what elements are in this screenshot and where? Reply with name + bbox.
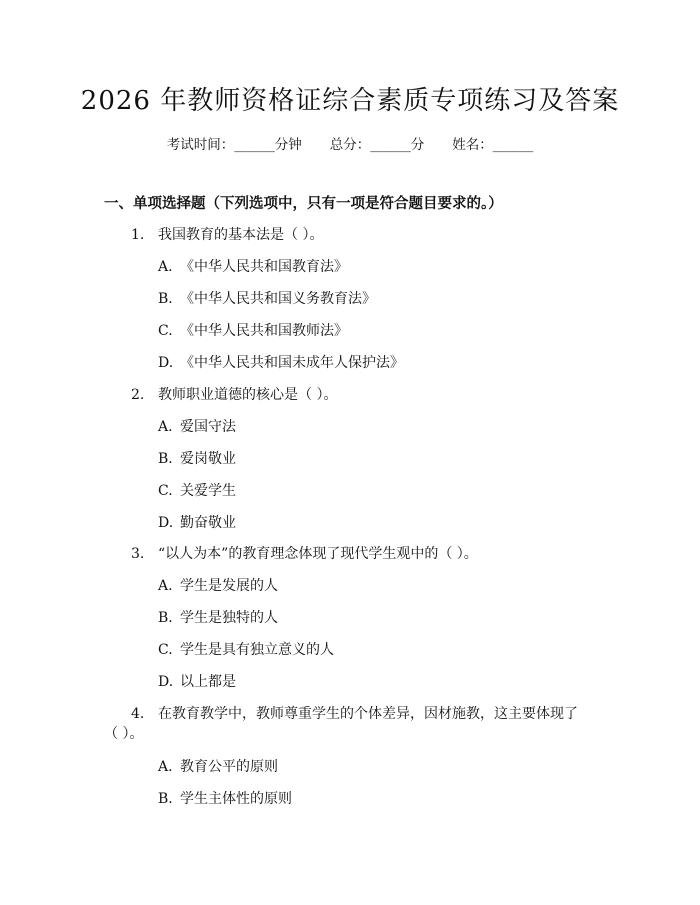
- question-text: 教师职业道德的核心是（ ）。: [158, 387, 338, 403]
- option-text: 教育公平的原则: [180, 759, 278, 775]
- option-2b: [158, 448, 236, 468]
- option-label: B.: [158, 610, 173, 626]
- option-text: 《中华人民共和国教师法》: [180, 323, 348, 339]
- option-2c: [158, 480, 236, 500]
- exam-time: 考试时间：______分钟: [166, 137, 302, 153]
- option-label: A.: [158, 578, 173, 594]
- option-label: A.: [158, 759, 173, 775]
- question-4: [131, 703, 578, 723]
- question-1: [131, 224, 323, 244]
- exam-meta: [0, 133, 700, 153]
- option-label: C.: [158, 323, 173, 339]
- option-3c: [158, 639, 334, 659]
- question-text: 我国教育的基本法是（ ）。: [158, 227, 324, 243]
- question-2: [131, 384, 337, 404]
- document-title: 2026 年教师资格证综合素质专项练习及答案: [80, 86, 620, 116]
- question-number: 4.: [131, 706, 145, 722]
- option-text: 勤奋敬业: [180, 515, 236, 531]
- option-1b: [158, 288, 376, 308]
- option-label: A.: [158, 259, 173, 275]
- question-number: 3.: [131, 546, 145, 562]
- option-text: 《中华人民共和国教育法》: [180, 259, 348, 275]
- option-4a: [158, 756, 278, 776]
- option-2a: [158, 416, 236, 436]
- option-label: D.: [158, 674, 174, 690]
- question-number: 1.: [131, 227, 145, 243]
- option-label: C.: [158, 483, 173, 499]
- option-label: D.: [158, 515, 174, 531]
- option-label: A.: [158, 419, 173, 435]
- option-1a: [158, 256, 348, 276]
- option-label: B.: [158, 291, 173, 307]
- option-text: 关爱学生: [180, 483, 236, 499]
- option-text: 学生主体性的原则: [180, 791, 292, 807]
- option-4b: [158, 788, 292, 808]
- option-text: 《中华人民共和国义务教育法》: [180, 291, 376, 307]
- question-3: [131, 543, 478, 563]
- option-2d: [158, 512, 236, 532]
- option-label: D.: [158, 355, 174, 371]
- option-text: 以上都是: [180, 674, 236, 690]
- option-text: 爱岗敬业: [180, 451, 236, 467]
- option-text: 爱国守法: [180, 419, 236, 435]
- option-text: 学生是发展的人: [180, 578, 278, 594]
- option-3b: [158, 607, 278, 627]
- option-1d: [158, 352, 404, 372]
- question-number: 2.: [131, 387, 145, 403]
- option-text: 学生是独特的人: [180, 610, 278, 626]
- option-text: 《中华人民共和国未成年人保护法》: [180, 355, 404, 371]
- exam-score: 总分：______分: [329, 137, 425, 153]
- question-4-continuation: （ ）。: [104, 726, 144, 742]
- question-text: 在教育教学中，教师尊重学生的个体差异，因材施教，这主要体现了: [158, 706, 578, 722]
- option-text: 学生是具有独立意义的人: [180, 642, 334, 658]
- option-label: C.: [158, 642, 173, 658]
- option-3d: [158, 671, 236, 691]
- option-1c: [158, 320, 348, 340]
- option-label: B.: [158, 451, 173, 467]
- question-text: “以人为本”的教育理念体现了现代学生观中的（ ）。: [158, 546, 478, 562]
- section-title: 一、单项选择题（下列选项中，只有一项是符合题目要求的。）: [104, 195, 503, 212]
- option-label: B.: [158, 791, 173, 807]
- exam-name: 姓名：______: [452, 137, 534, 153]
- option-3a: [158, 575, 278, 595]
